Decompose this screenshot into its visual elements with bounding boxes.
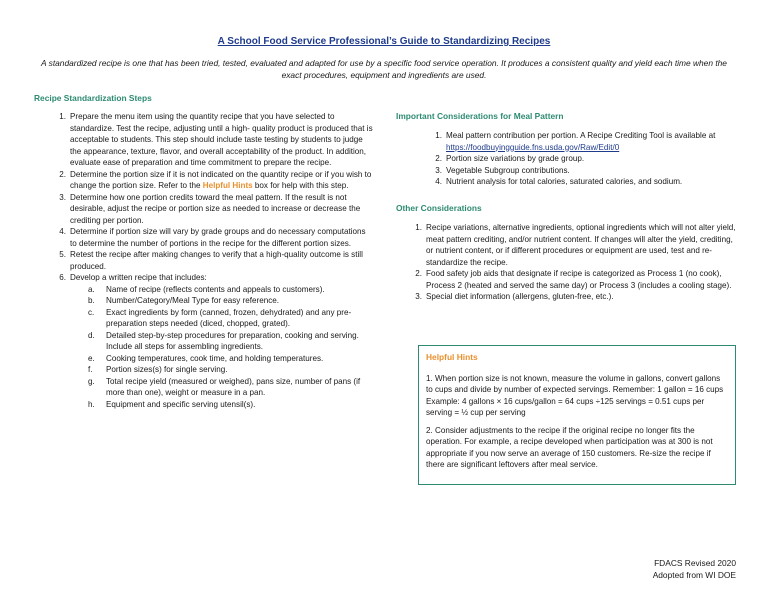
list-item: 3. Determine how one portion credits toward the meal pattern. If the result is not desirable, adjust the recipe or portion size as needed to increase or decrease the crediting per portion. [59,192,361,225]
list-item: c. Exact ingredients by form (canned, frozen, dehydrated) and any pre-preparation steps needed (diced, chopped, grated). [88,307,352,328]
list-item: 2. Portion size variations by grade group. [435,154,585,163]
footer-adopted: Adopted from WI DOE [652,570,736,580]
list-item: 1. Prepare the menu item using the quantity recipe that you have selected to standardize. Test the recipe, adjusting until a high- quality product is produced that is acceptable to students. This step should include taste testing by students to judge the appearance, texture, flavor, and overall acceptability of the product. In addition, evaluate ease of preparation and time commitment to prepare the recipe. [59,112,373,167]
steps-heading: Recipe Standardization Steps [34,93,152,103]
other-considerations-list [408,222,736,303]
list-item: 6. Develop a written recipe that includes: [59,273,207,282]
list-item: a. Name of recipe (reflects contents and appeals to customers). [88,284,325,294]
list-item: 1. Recipe variations, alternative ingredients, optional ingredients which will not alter yield, meat pattern crediting, and/or nutrient content. If changes will alter the yield, crediting, or nutrient content, or if different procedures or equipment are used, test and re-standardize the recipe. [415,223,736,267]
intro-paragraph: A standardized recipe is one that has been tried, tested, evaluated and adapted for use by a specific food service operation. It produces a consistent quality and yield each time when the exact procedures, equipment and ingredients are used. [41,58,727,80]
list-item: 4. Nutrient analysis for total calories, saturated calories, and sodium. [435,177,683,186]
hint-paragraph-2: 2. Consider adjustments to the recipe if the original recipe no longer fits the operation. For example, a recipe developed when participation was at 300 is not appropriate if you now serve an average of 150 customers. Re-size the recipe if there are significant leftovers after meal service. [426,425,713,469]
recipe-crediting-tool-link[interactable]: https://foodbuyingguide.fns.usda.gov/Raw/Edit/0 [446,142,620,152]
list-item: 4. Determine if portion size will vary by grade groups and do necessary computations to determine the number of portions in the recipe for the different portion sizes. [59,227,366,248]
list-item: 2. Determine the portion size if it is not indicated on the quantity recipe or if you wish to change the portion size. Refer to the Helpful Hints box for help with this step. [59,169,372,190]
list-item: g. Total recipe yield (measured or weighed), pans size, number of pans (if more than one), weight or measure in a pan. [88,376,361,397]
list-item: 1. Meal pattern contribution per portion. A Recipe Crediting Tool is available at https://foodbuyingguide.fns.usda.gov/Raw/Edit/0 [435,131,716,152]
list-item: d. Detailed step-by-step procedures for preparation, cooking and serving. Include all steps for assembling ingredients. [88,330,359,351]
list-item: 3. Vegetable Subgroup contributions. [435,165,570,175]
hint-paragraph-1: 1. When portion size is not known, measure the volume in gallons, convert gallons to cups and divide by number of expected servings. Remember: 1 gallon = 16 cups Example: 4 gallons × 16 cups/gallon = 64 cups ÷125 servings = 0.51 cups per serving = ½ cup per serving [426,373,724,417]
meal-pattern-list [428,130,738,188]
list-item: 5. Retest the recipe after making changes to verify that a high-quality outcome is still produced. [59,250,363,271]
steps-list [52,111,374,410]
meal-pattern-heading: Important Considerations for Meal Pattern [396,111,564,121]
list-item: b. Number/Category/Meal Type for easy reference. [88,296,280,305]
list-item: h. Equipment and specific serving utensil(s). [88,399,256,409]
helpful-hints-title: Helpful Hints [426,352,478,362]
list-item: 3. Special diet information (allergens, gluten-free, etc.). [415,292,614,301]
helpful-hints-reference: Helpful Hints [202,181,253,190]
list-item: e. Cooking temperatures, cook time, and holding temperatures. [88,353,324,363]
footer-revised: FDACS Revised 2020 [654,558,736,568]
substeps-list [52,284,374,411]
list-item: f. Portion sizes(s) for single serving. [88,365,228,374]
document-title: A School Food Service Professional’s Guide to Standardizing Recipes [217,36,551,47]
list-item: 2. Food safety job aids that designate if recipe is categorized as Process 1 (no cook), Process 2 (heated and served the same day) or Process 3 (includes a cooling stage). [415,269,732,290]
footer [653,557,736,581]
other-considerations-heading: Other Considerations [396,203,482,213]
helpful-hints-box [418,345,736,485]
